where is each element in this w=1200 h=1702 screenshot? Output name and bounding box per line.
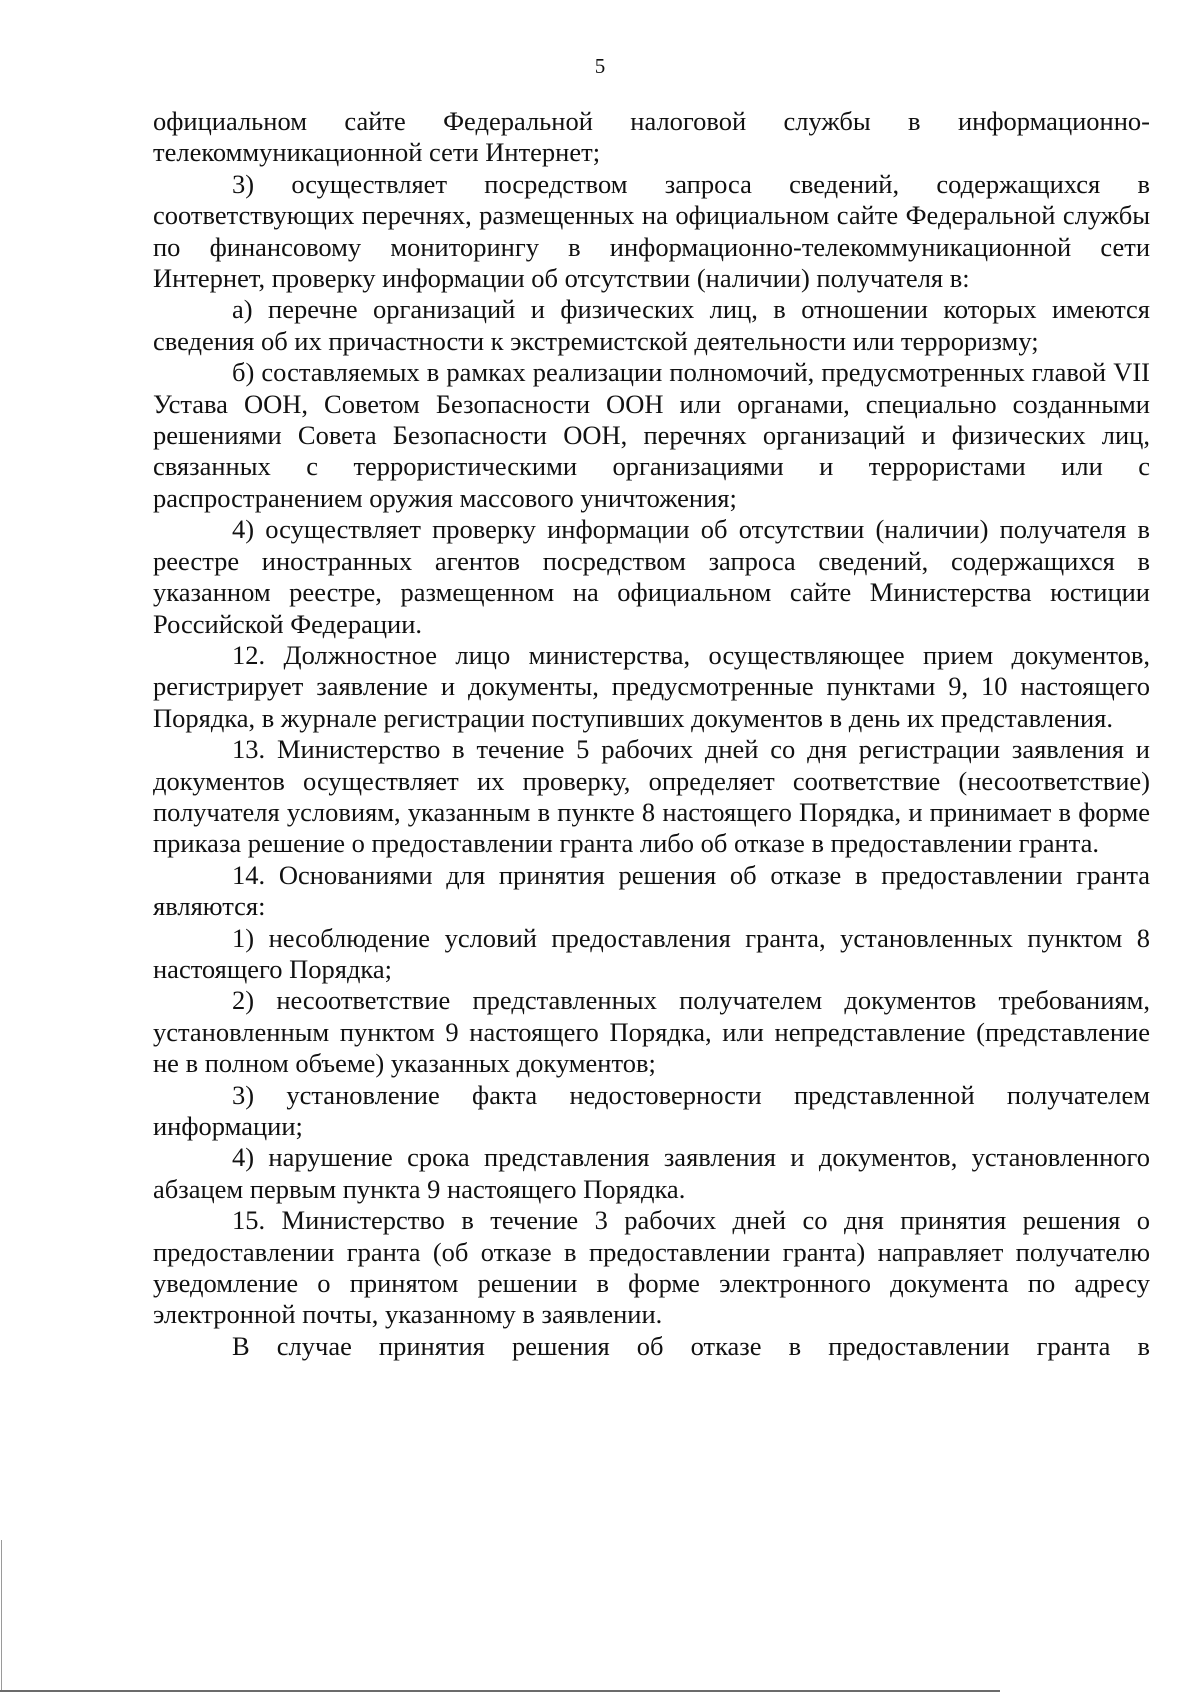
paragraph: 12. Должностное лицо министерства, осуществляющее прием документов, регистрирует заявление и документы, предусмотренные пунктами 9, 10 настоящего Порядка, в журнале регистрации поступивших документов в день их представления.: [153, 639, 1150, 733]
paragraph: В случае принятия решения об отказе в предоставлении гранта в: [232, 1330, 1150, 1361]
paragraph: 2) несоответствие представленных получателем документов требованиям, установленным пунктом 9 настоящего Порядка, или непредставление (представление не в полном объеме) указанных документов;: [153, 985, 1150, 1079]
page-number: 5: [594, 54, 606, 78]
scan-edge-line: [1, 1540, 2, 1690]
paragraph: 4) осуществляет проверку информации об отсутствии (наличии) получателя в реестре иностранных агентов посредством запроса сведений, содержащихся в указанном реестре, размещенном на официальном сайте Министерства юстиции Российской Федерации.: [153, 514, 1150, 639]
scan-edge-line: [0, 1690, 1000, 1692]
paragraph: 14. Основаниями для принятия решения об отказе в предоставлении гранта являются:: [153, 859, 1150, 922]
paragraph: 1) несоблюдение условий предоставления гранта, установленных пунктом 8 настоящего Порядка;: [153, 922, 1150, 984]
paragraph: б) составляемых в рамках реализации полномочий, предусмотренных главой VII Устава ООН, Советом Безопасности ООН или органами, специально созданными решениями Совета Безопасности ООН, перечнях организаций и физических лиц, связанных с террористическими организациями и террористами или с распространением оружия массового уничтожения;: [153, 357, 1150, 513]
paragraph: 3) установление факта недостоверности представленной получателем информации;: [153, 1079, 1150, 1141]
document-body: [153, 106, 1150, 1362]
paragraph: а) перечне организаций и физических лиц, в отношении которых имеются сведения об их причастности к экстремистской деятельности или терроризму;: [153, 294, 1150, 356]
paragraph: 4) нарушение срока представления заявления и документов, установленного абзацем первым пункта 9 настоящего Порядка.: [153, 1142, 1150, 1204]
paragraph: официальном сайте Федеральной налоговой службы в информационно-телекоммуникационной сети Интернет;: [153, 106, 1150, 168]
paragraph: 15. Министерство в течение 3 рабочих дней со дня принятия решения о предоставлении гранта (об отказе в предоставлении гранта) направляет получателю уведомление о принятом решении в форме электронного документа по адресу электронной почты, указанному в заявлении.: [153, 1205, 1150, 1330]
paragraph: 3) осуществляет посредством запроса сведений, содержащихся в соответствующих перечнях, размещенных на официальном сайте Федеральной службы по финансовому мониторингу в информационно-телекоммуникационной сети Интернет, проверку информации об отсутствии (наличии) получателя в:: [153, 168, 1150, 294]
paragraph: 13. Министерство в течение 5 рабочих дней со дня регистрации заявления и документов осуществляет их проверку, определяет соответствие (несоответствие) получателя условиям, указанным в пункте 8 настоящего Порядка, и принимает в форме приказа решение о предоставлении гранта либо об отказе в предоставлении гранта.: [153, 734, 1150, 859]
